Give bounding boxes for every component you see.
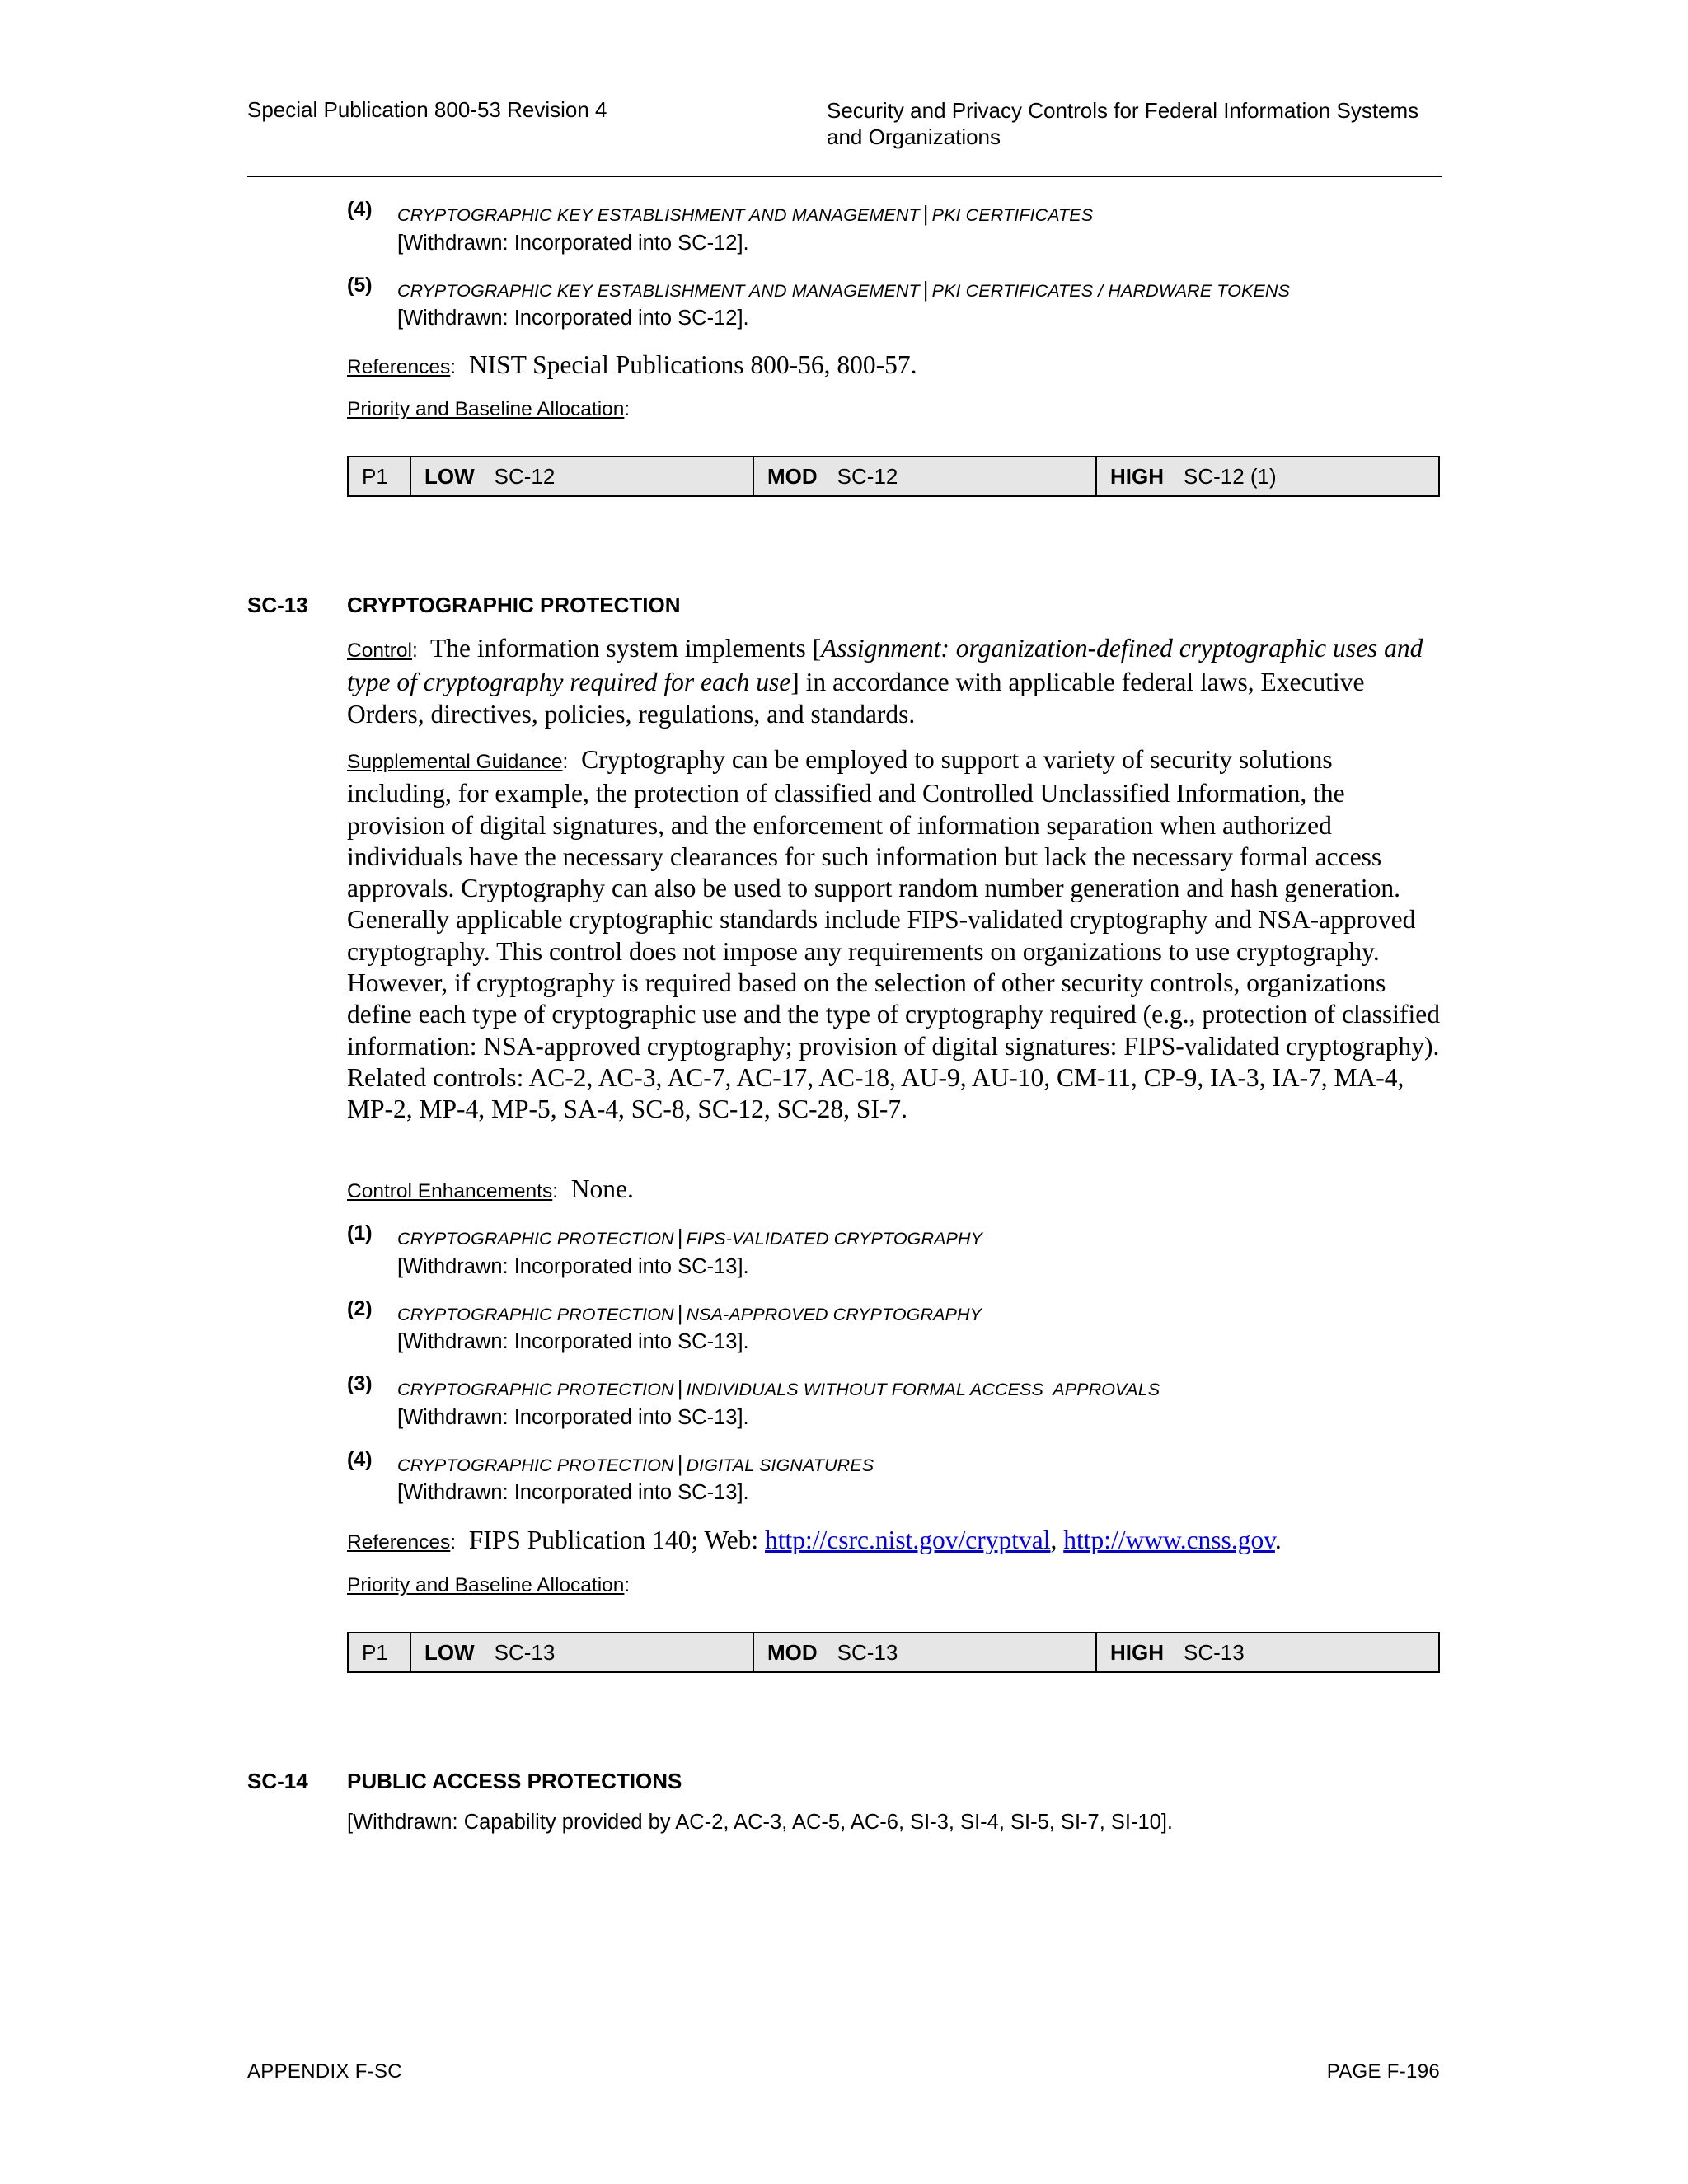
priority-cell: P1 xyxy=(349,1633,411,1671)
enhancement-item xyxy=(347,1221,983,1249)
mod-value: SC-12 xyxy=(837,463,898,489)
mod-label: MOD xyxy=(767,1639,818,1665)
enhancement-number: (1) xyxy=(347,1221,373,1244)
references-end: . xyxy=(1274,1526,1282,1554)
header-rule xyxy=(247,176,1442,177)
enhancement-item xyxy=(347,1372,1160,1400)
enhancement-title-b: PKI CERTIFICATES / HARDWARE TOKENS xyxy=(931,281,1290,301)
enhancement-item xyxy=(347,274,1290,302)
supplemental-guidance: Supplemental Guidance: Cryptography can be employed to support a variety of security solutions including, for example, the protection of classified and Controlled Unclassified Information, the provision of digital signatures, and the enforcement of information separation when authorized individuals have the necessary clearances for such information but lack the necessary formal access approvals. Cryptography can also be used to support random number generation and hash generation. Generally applicable cryptographic standards include FIPS-validated cryptography and NSA-approved cryptography. This control does not impose any requirements on organizations to use cryptography. However, if cryptography is required based on the selection of other security controls, organizations define each type of cryptographic use and the type of cryptography required (e.g., protection of classified information: NSA-approved cryptography; provision of digital signatures: FIPS-validated cryptography). Related controls: AC-2, AC-3, AC-7, AC-17, AC-18, AU-9, AU-10, CM-11, CP-9, IA-3, IA-7, MA-4, MP-2, MP-4, MP-5, SA-4, SC-8, SC-12, SC-28, SI-7. xyxy=(347,745,1440,1124)
high-value: SC-13 xyxy=(1184,1639,1245,1665)
footer-appendix: APPENDIX F-SC xyxy=(247,2060,402,2083)
enhancement-title-a: CRYPTOGRAPHIC PROTECTION xyxy=(397,1305,674,1324)
enhancement-body: [Withdrawn: Incorporated into SC-13]. xyxy=(397,1255,749,1278)
enhancement-number: (3) xyxy=(347,1372,373,1395)
enhancement-body: [Withdrawn: Incorporated into SC-13]. xyxy=(397,1406,749,1429)
high-label: HIGH xyxy=(1110,1639,1164,1665)
enhancement-number: (2) xyxy=(347,1297,373,1320)
high-label: HIGH xyxy=(1110,463,1164,489)
baseline-table-sc13 xyxy=(347,1632,1440,1673)
link-cnss[interactable]: http://www.cnss.gov xyxy=(1063,1526,1275,1554)
priority-label: Priority and Baseline Allocation xyxy=(347,1574,625,1596)
section-title-sc14: PUBLIC ACCESS PROTECTIONS xyxy=(347,1769,682,1793)
mod-label: MOD xyxy=(767,463,818,489)
references-text: FIPS Publication 140; Web: xyxy=(468,1526,766,1554)
guidance-label: Supplemental Guidance xyxy=(347,751,563,773)
mod-value: SC-13 xyxy=(837,1639,898,1665)
enhancement-body: [Withdrawn: Incorporated into SC-12]. xyxy=(397,232,749,255)
priority-cell: P1 xyxy=(349,457,411,495)
enhancement-title-b: DIGITAL SIGNATURES xyxy=(686,1455,874,1475)
enhancement-title: CRYPTOGRAPHIC PROTECTION | NSA-APPROVED CRYPTOGRAPHY xyxy=(397,1301,982,1325)
references-sc12: References: NIST Special Publications 800-56, 800-57. xyxy=(347,350,917,379)
enhancement-item xyxy=(347,1448,874,1476)
enhancement-title-a: CRYPTOGRAPHIC PROTECTION xyxy=(397,1229,674,1249)
enhancements-text: None. xyxy=(570,1174,634,1203)
enhancement-title: CRYPTOGRAPHIC KEY ESTABLISHMENT AND MANAGEMENT | PKI CERTIFICATES / HARDWARE TOKENS xyxy=(397,277,1290,302)
priority-heading-sc12: Priority and Baseline Allocation: xyxy=(347,398,631,420)
enhancement-body: [Withdrawn: Incorporated into SC-12]. xyxy=(397,307,749,330)
enhancement-number: (4) xyxy=(347,198,373,221)
enhancement-title-b: FIPS-VALIDATED CRYPTOGRAPHY xyxy=(686,1229,983,1249)
enhancement-body: [Withdrawn: Incorporated into SC-13]. xyxy=(397,1330,749,1353)
footer-page-number: PAGE F-196 xyxy=(1326,2060,1440,2083)
mod-cell xyxy=(754,1633,1097,1671)
enhancement-title: CRYPTOGRAPHIC PROTECTION | DIGITAL SIGNATURES xyxy=(397,1451,874,1476)
enhancements-label: Control Enhancements xyxy=(347,1180,553,1202)
low-value: SC-13 xyxy=(494,1639,556,1665)
section-id-sc14: SC-14 xyxy=(247,1769,308,1793)
enhancement-title: CRYPTOGRAPHIC PROTECTION | FIPS-VALIDATED CRYPTOGRAPHY xyxy=(397,1225,983,1249)
guidance-text: Cryptography can be employed to support a variety of security solutions including, for example, the protection of classified and Controlled Unclassified Information, the provision of digital signatures, and the enforcement of information separation when authorized individuals have the necessary clearances for such information but lack the necessary formal access approvals. Cryptography can also be used to support random number generation and hash generation. Generally applicable cryptographic standards include FIPS-validated cryptography and NSA-approved cryptography. This control does not impose any requirements on organizations to use cryptography. However, if cryptography is required based on the selection of other security controls, organizations define each type of cryptographic use and the type of cryptography required (e.g., protection of classified information: NSA-approved cryptography; provision of digital signatures: FIPS-validated cryptography). Related controls: AC-2, AC-3, AC-7, AC-17, AC-18, AU-9, AU-10, CM-11, CP-9, IA-3, IA-7, MA-4, MP-2, MP-4, MP-5, SA-4, SC-8, SC-12, SC-28, SI-7. xyxy=(347,745,1440,1124)
enhancement-title: CRYPTOGRAPHIC PROTECTION | INDIVIDUALS WITHOUT FORMAL ACCESS APPROVALS xyxy=(397,1376,1160,1400)
enhancement-number: (5) xyxy=(347,274,373,297)
enhancement-title-b: PKI CERTIFICATES xyxy=(931,205,1094,225)
high-cell xyxy=(1097,1633,1438,1671)
enhancement-title-a: CRYPTOGRAPHIC PROTECTION xyxy=(397,1455,674,1475)
references-text: NIST Special Publications 800-56, 800-57. xyxy=(468,350,917,379)
enhancement-title: CRYPTOGRAPHIC KEY ESTABLISHMENT AND MANAGEMENT | PKI CERTIFICATES xyxy=(397,201,1094,226)
enhancement-body: [Withdrawn: Incorporated into SC-13]. xyxy=(397,1481,749,1504)
enhancement-number: (4) xyxy=(347,1448,373,1471)
references-label: References xyxy=(347,356,451,378)
enhancement-item xyxy=(347,1297,982,1325)
control-label: Control xyxy=(347,640,412,662)
low-value: SC-12 xyxy=(494,463,556,489)
high-cell xyxy=(1097,457,1438,495)
references-sc13: References: FIPS Publication 140; Web: http://csrc.nist.gov/cryptval, http://www.cnss.gov. xyxy=(347,1526,1282,1554)
priority-label: Priority and Baseline Allocation xyxy=(347,398,625,420)
control-text-pre: The information system implements [ xyxy=(429,634,822,663)
references-label: References xyxy=(347,1531,451,1554)
control-assignment: Assignment: organization-defined cryptographic uses and type of cryptography required for each use xyxy=(347,634,1423,697)
enhancement-title-b: INDIVIDUALS WITHOUT FORMAL ACCESS APPROVALS xyxy=(686,1380,1160,1399)
control-text-post: ] in accordance with applicable federal laws, Executive Orders, directives, policies, regulations, and standards. xyxy=(347,668,1365,729)
section-title-sc13: CRYPTOGRAPHIC PROTECTION xyxy=(347,593,681,617)
header-title xyxy=(827,97,1486,150)
baseline-table-sc12 xyxy=(347,456,1440,497)
priority-heading-sc13: Priority and Baseline Allocation: xyxy=(347,1574,631,1596)
low-cell xyxy=(411,457,754,495)
enhancement-item xyxy=(347,198,1094,226)
low-cell xyxy=(411,1633,754,1671)
low-label: LOW xyxy=(424,463,475,489)
control-enhancements-sc13: Control Enhancements: None. xyxy=(347,1174,634,1203)
enhancement-title-b: NSA-APPROVED CRYPTOGRAPHY xyxy=(686,1305,982,1324)
withdrawn-note-sc14: [Withdrawn: Capability provided by AC-2, AC-3, AC-5, AC-6, SI-3, SI-4, SI-5, SI-7, SI-10]. xyxy=(347,1811,1173,1834)
enhancement-title-a: CRYPTOGRAPHIC KEY ESTABLISHMENT AND MANAGEMENT xyxy=(397,281,920,301)
header-title-line1: Security and Privacy Controls for Federal Information Systems xyxy=(827,98,1419,123)
header-publication: Special Publication 800-53 Revision 4 xyxy=(247,97,607,122)
link-cryptval[interactable]: http://csrc.nist.gov/cryptval xyxy=(765,1526,1051,1554)
enhancement-title-a: CRYPTOGRAPHIC PROTECTION xyxy=(397,1380,674,1399)
mod-cell xyxy=(754,457,1097,495)
low-label: LOW xyxy=(424,1639,475,1665)
header-title-line2: and Organizations xyxy=(827,124,1001,149)
section-id-sc13: SC-13 xyxy=(247,593,308,617)
high-value: SC-12 (1) xyxy=(1184,463,1277,489)
references-separator: , xyxy=(1050,1526,1064,1554)
enhancement-title-a: CRYPTOGRAPHIC KEY ESTABLISHMENT AND MANAGEMENT xyxy=(397,205,920,225)
control-statement: Control: The information system implements [Assignment: organization-defined cryptographic uses and type of cryptography required for each use] in accordance with applicable federal laws, Executive Orders, directives, policies, regulations, and standards. xyxy=(347,634,1423,729)
